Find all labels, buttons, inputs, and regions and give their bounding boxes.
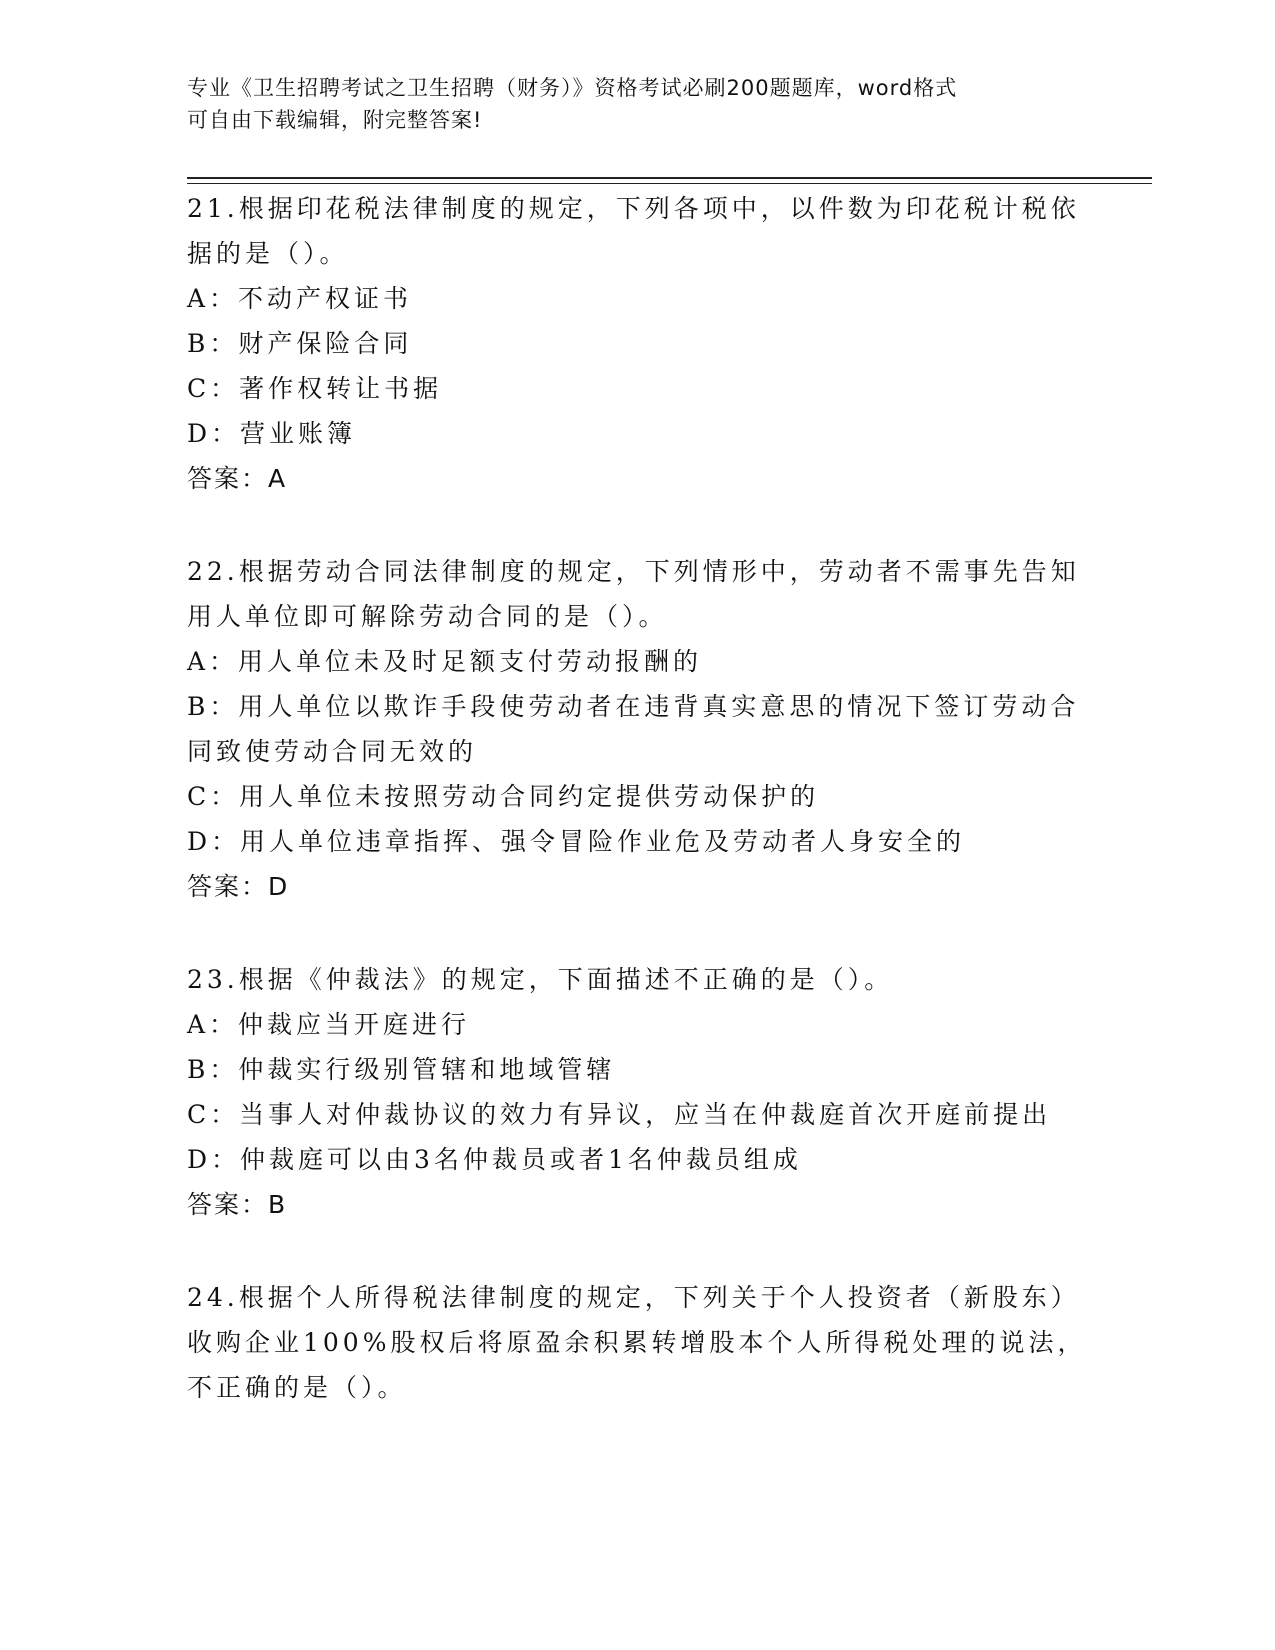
header-line-1: 专业《卫生招聘考试之卫生招聘（财务）》资格考试必刷200题题库，word格式 [187, 76, 958, 100]
question-stem-line: 24.根据个人所得税法律制度的规定，下列关于个人投资者（新股东） [187, 1283, 1080, 1312]
answer: 答案：D [187, 872, 290, 901]
question-24 [187, 1275, 1087, 1410]
option-a: A：用人单位未及时足额支付劳动报酬的 [187, 647, 703, 676]
option-c: C：著作权转让书据 [187, 374, 443, 403]
question-stem-line: 21.根据印花税法律制度的规定，下列各项中，以件数为印花税计税依 [187, 194, 1080, 223]
option-c: C：用人单位未按照劳动合同约定提供劳动保护的 [187, 782, 820, 811]
answer: 答案：B [187, 1190, 288, 1219]
question-stem-line: 用人单位即可解除劳动合同的是（）。 [187, 602, 668, 631]
header-divider-thin [187, 183, 1152, 184]
question-stem-line: 据的是（）。 [187, 239, 349, 268]
option-b: B：仲裁实行级别管辖和地域管辖 [187, 1055, 616, 1084]
question-21 [187, 186, 1087, 501]
header-line-2: 可自由下载编辑，附完整答案! [187, 108, 483, 132]
question-stem-line: 不正确的是（）。 [187, 1373, 407, 1402]
question-22 [187, 549, 1087, 909]
header-divider-thick [187, 177, 1152, 179]
option-b: B：用人单位以欺诈手段使劳动者在违背真实意思的情况下签订劳动合 [187, 692, 1080, 721]
document-header [187, 72, 1087, 136]
question-list [187, 186, 1087, 1410]
question-23 [187, 957, 1087, 1227]
answer: 答案：A [187, 464, 288, 493]
option-d: D：仲裁庭可以由3名仲裁员或者1名仲裁员组成 [187, 1145, 802, 1174]
option-a: A：仲裁应当开庭进行 [187, 1010, 471, 1039]
question-stem-line: 22.根据劳动合同法律制度的规定，下列情形中，劳动者不需事先告知 [187, 557, 1080, 586]
option-b-continued: 同致使劳动合同无效的 [187, 737, 478, 766]
option-c: C：当事人对仲裁协议的效力有异议，应当在仲裁庭首次开庭前提出 [187, 1100, 1052, 1129]
question-stem-line: 23.根据《仲裁法》的规定，下面描述不正确的是（）。 [187, 965, 894, 994]
option-d: D：用人单位违章指挥、强令冒险作业危及劳动者人身安全的 [187, 827, 966, 856]
option-d: D：营业账簿 [187, 419, 357, 448]
question-stem-line: 收购企业100%股权后将原盈余积累转增股本个人所得税处理的说法， [187, 1328, 1087, 1357]
option-b: B：财产保险合同 [187, 329, 413, 358]
option-a: A：不动产权证书 [187, 284, 413, 313]
